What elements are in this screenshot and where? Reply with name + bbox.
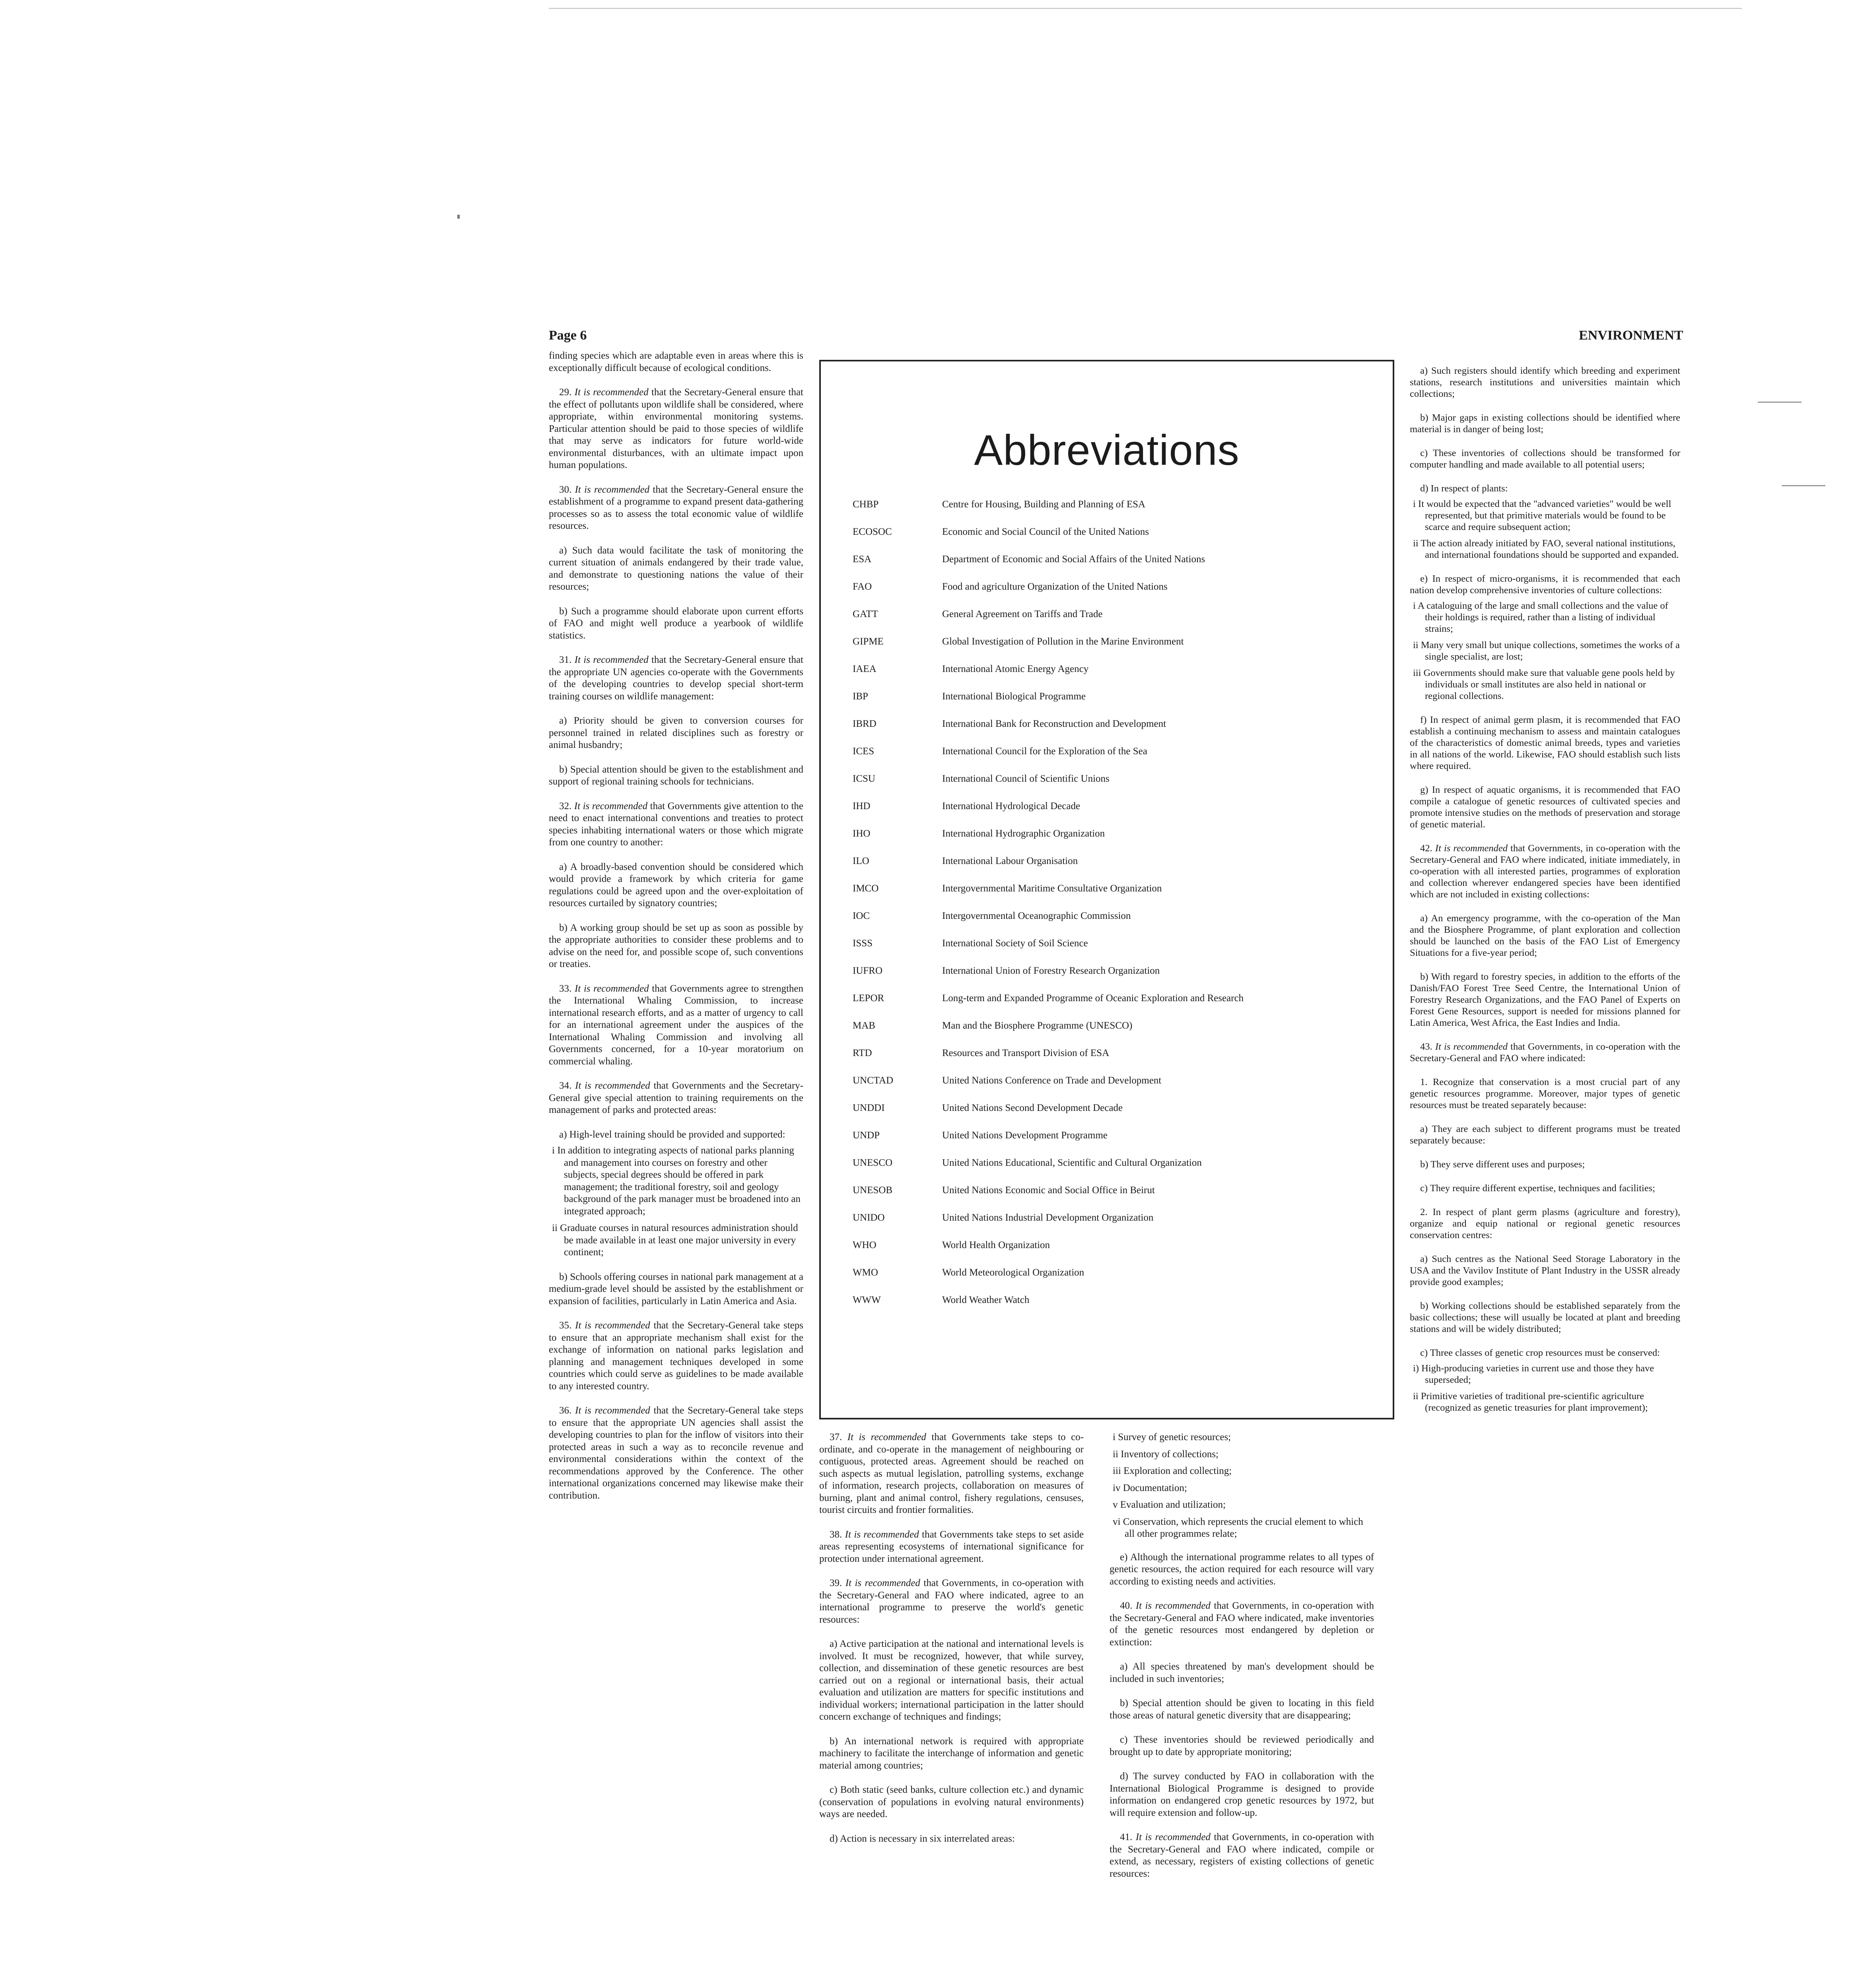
section-title: ENVIRONMENT [1579, 328, 1683, 343]
abbreviation-code: UNIDO [853, 1212, 885, 1223]
abbreviation-description: United Nations Conference on Trade and Development [942, 1075, 1162, 1086]
abbreviation-code: RTD [853, 1048, 872, 1058]
paragraph: a) Such data would facilitate the task of monitoring the current situation of animals endangered by their trade value, and demonstrate to questioning nations the value of their resources; [549, 545, 803, 592]
list-item: vi Conservation, which represents the crucial element to which all other programmes relate; [1113, 1516, 1363, 1539]
abbreviation-code: WWW [853, 1295, 881, 1305]
abbreviation-code: LEPOR [853, 993, 884, 1004]
abbreviation-code: IUFRO [853, 965, 883, 976]
abbreviation-description: Intergovernmental Maritime Consultative Organization [942, 883, 1162, 894]
abbreviation-code: UNDP [853, 1130, 880, 1141]
abbreviation-description: World Weather Watch [942, 1295, 1030, 1305]
list [1410, 1363, 1680, 1413]
abbreviation-code: ECOSOC [853, 526, 892, 537]
paragraph-29: 29. It is recommended that the Secretary-General ensure that the effect of pollutants upon wildlife shall be considered, where appropriate, within environmental monitoring systems. Particular attention should be paid to those species of wildlife that may serve as indicators for future world-wide environmental disturbances, with an ultimate impact upon human populations. [549, 387, 803, 470]
paragraph: b) Working collections should be established separately from the basic collections; these will usually be located at plant and breeding stations and will be widely distributed; [1410, 1301, 1680, 1334]
abbreviation-row [853, 1294, 1370, 1322]
paragraph: f) In respect of animal germ plasm, it is recommended that FAO establish a continuing mechanism to assess and maintain catalogues of the characteristics of domestic animal breeds, types and varieties in all nations of the world. Likewise, FAO should establish such lists where required. [1410, 714, 1680, 771]
abbreviation-row [853, 526, 1370, 553]
abbreviation-row [853, 1130, 1370, 1157]
paragraph-33: 33. It is recommended that Governments agree to strengthen the International Whaling Commission, to increase international research efforts, and as a matter of urgency to call for an international agreement under the auspices of the International Whaling Commission and involving all Governments concerned, for a 10-year moratorium on commercial whaling. [549, 983, 803, 1067]
abbreviation-row [853, 608, 1370, 636]
abbreviation-description: International Bank for Reconstruction and Development [942, 718, 1166, 729]
list-item: ii Many very small but unique collections, sometimes the works of a single specialist, are lost; [1413, 640, 1680, 662]
paragraph: c) Both static (seed banks, culture collection etc.) and dynamic (conservation of populations in evolving natural environments) ways are needed. [819, 1784, 1084, 1819]
list-item: ii Primitive varieties of traditional pre-scientific agriculture (recognized as genetic treasuries for plant improvement); [1413, 1391, 1648, 1413]
scan-speck [1782, 485, 1825, 486]
paragraph-32: 32. It is recommended that Governments give attention to the need to enact international conventions and treaties to protect species inhabiting international waters or those which migrate from one country to another: [549, 800, 804, 848]
abbreviation-description: Global Investigation of Pollution in the Marine Environment [942, 636, 1184, 647]
paragraph: b) They serve different uses and purposes; [1420, 1159, 1585, 1170]
scan-speck [457, 215, 460, 219]
abbreviation-code: ILO [853, 856, 869, 866]
abbreviation-row [853, 910, 1370, 938]
list-item: i) High-producing varieties in current use and those they have superseded; [1413, 1363, 1654, 1385]
abbreviation-code: IBRD [853, 718, 877, 729]
abbreviation-row [853, 553, 1370, 581]
paragraph: d) Action is necessary in six interrelated areas: [830, 1833, 1015, 1844]
paragraph: c) These inventories should be reviewed periodically and brought up to date by appropriate monitoring; [1110, 1734, 1374, 1757]
paragraph: b) An international network is required with appropriate machinery to facilitate the interchange of information and genetic material among countries; [819, 1736, 1084, 1771]
abbreviation-row [853, 773, 1370, 800]
abbreviation-code: IHD [853, 801, 871, 812]
abbreviation-code: IOC [853, 911, 870, 921]
abbreviation-row [853, 1047, 1370, 1075]
abbreviation-code: IAEA [853, 664, 877, 674]
list-item: ii The action already initiated by FAO, several national institutions, and international foundations should be supported and expanded. [1413, 538, 1679, 560]
paragraph: c) These inventories of collections should be transformed for computer handling and made available to all potential users; [1410, 448, 1680, 470]
abbreviation-description: World Meteorological Organization [942, 1267, 1084, 1278]
abbreviation-description: Man and the Biosphere Programme (UNESCO) [942, 1020, 1133, 1031]
abbreviations-box [819, 360, 1394, 1419]
abbreviation-row [853, 855, 1370, 883]
abbreviation-code: WHO [853, 1240, 877, 1250]
paragraph-30: 30. It is recommended that the Secretary-General ensure the establishment of a programme to expand present data-gathering processes so as to assess the total economic value of wildlife resources. [549, 484, 803, 531]
paragraph-39: 39. It is recommended that Governments, in co-operation with the Secretary-General and FAO where indicated, agree to an international programme to preserve the world's genetic resources: [819, 1578, 1084, 1625]
paragraph: e) Although the international programme relates to all types of genetic resources, the action required for each resource will vary according to existing needs and activities. [1110, 1551, 1374, 1587]
scan-edge-line [549, 8, 1742, 9]
abbreviation-code: FAO [853, 581, 872, 592]
list-item: i In addition to integrating aspects of national parks planning and management into courses on forestry and other subjects, special degrees should be offered in park management; the traditional forestry, soil and geology background of the park manager must be broadened into an integrated approach; [552, 1145, 801, 1217]
list-item: i Survey of genetic resources; [1113, 1432, 1231, 1442]
abbreviation-row [853, 828, 1370, 855]
abbreviation-code: ISSS [853, 938, 873, 949]
column-3 [1110, 1431, 1374, 1892]
abbreviation-description: United Nations Industrial Development Organization [942, 1212, 1154, 1223]
abbreviation-row [853, 1212, 1370, 1239]
abbreviation-row [853, 965, 1370, 992]
abbreviation-row [853, 883, 1370, 910]
paragraph-37: 37. It is recommended that Governments take steps to co-ordinate, and co-operate in the management of neighbouring or contiguous, protected areas. Agreement should be reached on such aspects as mutual legislation, patrolling systems, exchange of information, research projects, collaboration on measures of burning, plant and animal control, fishery regulations, censuses, tourist circuits and frontier formalities. [819, 1432, 1084, 1515]
column-4 [1410, 365, 1680, 1426]
abbreviation-description: Department of Economic and Social Affairs of the United Nations [942, 554, 1205, 565]
abbreviation-description: Resources and Transport Division of ESA [942, 1048, 1110, 1058]
paragraph: b) With regard to forestry species, in addition to the efforts of the Danish/FAO Forest Tree Seed Centre, the International Union of Forestry Research Organizations, and the FAO Panel of Experts on Forest Gene Resources, support is needed for missions planned for Latin America, West Africa, the East Indies and India. [1410, 971, 1680, 1028]
column-2 [819, 1431, 1084, 1857]
abbreviation-row [853, 938, 1370, 965]
paragraph: a) An emergency programme, with the co-operation of the Man and the Biosphere Programme, of plant exploration and collection should be launched on the basis of the FAO List of Emergency Situations for a five-year period; [1410, 913, 1680, 958]
paragraph: b) Special attention should be given to the establishment and support of regional training schools for technicians. [549, 764, 803, 787]
abbreviation-row [853, 636, 1370, 663]
abbreviations-table [853, 499, 1370, 1322]
abbreviation-code: ESA [853, 554, 872, 565]
paragraph: a) All species threatened by man's development should be included in such inventories; [1110, 1661, 1374, 1684]
list-item: iv Documentation; [1113, 1482, 1187, 1493]
abbreviation-description: Food and agriculture Organization of the United Nations [942, 581, 1168, 592]
column-1 [549, 350, 803, 1514]
paragraph-38: 38. It is recommended that Governments take steps to set aside areas representing ecosystems of international significance for protection under international agreement. [819, 1529, 1084, 1564]
paragraph: 2. In respect of plant germ plasms (agriculture and forestry), organize and equip national or regional genetic resources conservation centres: [1410, 1207, 1680, 1241]
abbreviation-description: International Society of Soil Science [942, 938, 1088, 949]
paragraph-36: 36. It is recommended that the Secretary-General take steps to ensure that the appropriate UN agencies shall assist the developing countries to plan for the inflow of visitors into their protected areas in such a way as to reconcile revenue and environmental considerations within the context of the recommendations approved by the Conference. The other international organizations concerned may likewise make their contribution. [549, 1405, 803, 1501]
paragraph: a) They are each subject to different programs must be treated separately because: [1410, 1124, 1680, 1146]
abbreviation-row [853, 1102, 1370, 1130]
abbreviation-code: GATT [853, 609, 878, 619]
abbreviation-code: ICSU [853, 773, 875, 784]
abbreviation-code: UNCTAD [853, 1075, 894, 1086]
list [549, 1145, 803, 1259]
list-item: v Evaluation and utilization; [1113, 1499, 1226, 1510]
abbreviation-code: IBP [853, 691, 868, 702]
abbreviation-description: International Council for the Exploration of the Sea [942, 746, 1147, 757]
paragraph: finding species which are adaptable even in areas where this is exceptionally difficult because of ecological conditions. [549, 350, 803, 373]
list-item: iii Exploration and collecting; [1113, 1466, 1232, 1476]
paragraph: d) In respect of plants: [1420, 483, 1508, 494]
abbreviation-code: UNESOB [853, 1185, 893, 1196]
abbreviation-code: MAB [853, 1020, 875, 1031]
abbreviation-description: Centre for Housing, Building and Planning of ESA [942, 499, 1146, 510]
page-number: Page 6 [549, 328, 587, 343]
abbreviation-description: International Council of Scientific Unions [942, 773, 1110, 784]
abbreviation-description: United Nations Educational, Scientific and Cultural Organization [942, 1157, 1202, 1168]
abbreviation-row [853, 746, 1370, 773]
list-item: iii Governments should make sure that valuable gene pools held by individuals or small institutes are also held in national or regional collections. [1413, 668, 1675, 701]
paragraph-35: 35. It is recommended that the Secretary-General take steps to ensure that an appropriate mechanism shall exist for the exchange of information on national parks legislation and planning and management techniques developed in some countries which could serve as guidelines to be made available to any interested country. [549, 1320, 803, 1392]
list [1110, 1431, 1374, 1540]
list-item: i A cataloguing of the large and small collections and the value of their holdings is required, rather than a listing of individual strains; [1413, 600, 1668, 634]
abbreviation-row [853, 1184, 1370, 1212]
abbreviation-row [853, 1020, 1370, 1047]
abbreviation-code: GIPME [853, 636, 884, 647]
paragraph: b) Schools offering courses in national park management at a medium-grade level should be assisted by the establishment or expansion of facilities, particularly in Latin America and Asia. [549, 1271, 803, 1307]
paragraph-41: 41. It is recommended that Governments, in co-operation with the Secretary-General and FAO where indicated, compile or extend, as necessary, registers of existing collections of genetic resources: [1110, 1832, 1374, 1879]
abbreviation-row [853, 499, 1370, 526]
paragraph-42: 42. It is recommended that Governments, in co-operation with the Secretary-General and FAO where indicated, initiate immediately, in co-operation with all interested parties, programmes of exploration and collection wherever endangered species have been identified which are not included in existing collections: [1410, 843, 1681, 900]
paragraph: b) Special attention should be given to locating in this field those areas of natural genetic diversity that are disappearing; [1110, 1698, 1374, 1721]
abbreviation-description: General Agreement on Tariffs and Trade [942, 609, 1103, 619]
paragraph: a) Priority should be given to conversion courses for personnel trained in related disciplines such as forestry or animal husbandry; [549, 715, 803, 750]
abbreviation-code: IHO [853, 828, 871, 839]
paragraph: a) High-level training should be provided and supported: [559, 1129, 785, 1140]
abbreviation-row [853, 663, 1370, 691]
abbreviations-title: Abbreviations [974, 426, 1240, 474]
abbreviation-row [853, 1239, 1370, 1267]
abbreviation-code: IMCO [853, 883, 879, 894]
abbreviation-description: International Atomic Energy Agency [942, 664, 1089, 674]
abbreviation-row [853, 1267, 1370, 1294]
paragraph: d) The survey conducted by FAO in collaboration with the International Biological Programme is designed to provide information on endangered crop genetic resources by 1972, but will require extension and follow-up. [1110, 1771, 1374, 1818]
paragraph: 1. Recognize that conservation is a most crucial part of any genetic resources programme. Moreover, major types of genetic resources must be treated separately because: [1410, 1077, 1680, 1110]
paragraph-31: 31. It is recommended that the Secretary-General ensure that the appropriate UN agencies co-operate with the Governments of the developing countries to develop special short-term training courses on wildlife management: [549, 654, 803, 702]
abbreviation-row [853, 691, 1370, 718]
abbreviation-row [853, 800, 1370, 828]
abbreviation-code: UNDDI [853, 1103, 885, 1113]
abbreviation-description: International Labour Organisation [942, 856, 1078, 866]
paragraph: c) They require different expertise, techniques and facilities; [1420, 1183, 1655, 1194]
abbreviation-description: International Union of Forestry Research Organization [942, 965, 1160, 976]
paragraph: a) Such centres as the National Seed Storage Laboratory in the USA and the Vavilov Institute of Plant Industry in the USSR already provide good examples; [1410, 1254, 1680, 1287]
paragraph-40: 40. It is recommended that Governments, in co-operation with the Secretary-General and FAO where indicated, make inventories of the genetic resources most endangered by depletion or extinction: [1110, 1600, 1374, 1648]
paragraph-43: 43. It is recommended that Governments, in co-operation with the Secretary-General and FAO where indicated: [1410, 1041, 1681, 1064]
abbreviation-description: Economic and Social Council of the United Nations [942, 526, 1149, 537]
abbreviation-code: UNESCO [853, 1157, 893, 1168]
abbreviation-row [853, 718, 1370, 746]
paragraph: a) A broadly-based convention should be considered which would provide a framework by which criteria for game regulations could be agreed upon and the over-exploitation of resources curtailed by signatory countries; [549, 861, 803, 909]
abbreviation-row [853, 581, 1370, 608]
abbreviation-description: International Hydrographic Organization [942, 828, 1105, 839]
abbreviation-description: United Nations Economic and Social Office in Beirut [942, 1185, 1155, 1196]
abbreviation-code: WMO [853, 1267, 878, 1278]
paragraph: b) A working group should be set up as soon as possible by the appropriate authorities to consider these problems and to advise on the need for, and possible scope of, such conventions or treaties. [549, 922, 803, 969]
abbreviation-row [853, 1075, 1370, 1102]
paragraph-34: 34. It is recommended that Governments and the Secretary-General give special attention to training requirements on the management of parks and protected areas: [549, 1080, 803, 1115]
abbreviation-description: World Health Organization [942, 1240, 1050, 1250]
paragraph: a) Such registers should identify which breeding and experiment stations, research institutions and universities maintain which collections; [1410, 365, 1680, 399]
paragraph: b) Such a programme should elaborate upon current efforts of FAO and might well produce a yearbook of wildlife statistics. [549, 606, 803, 641]
paragraph: g) In respect of aquatic organisms, it is recommended that FAO compile a catalogue of genetic resources of cultivated species and promote intensive studies on the methods of preservation and storage of genetic material. [1410, 784, 1680, 830]
paragraph: a) Active participation at the national and international levels is involved. It must be recognized, however, that while survey, collection, and dissemination of these genetic resources are best carried out on a regional or international basis, their actual evaluation and utilization are matters for specific institutions and individual workers; international participation in the latter should concern exchange of techniques and findings; [819, 1639, 1084, 1722]
scan-speck [1758, 402, 1802, 403]
list-item: i It would be expected that the "advanced varieties" would be well represented, but that primitive materials would be found to be scarce and require subsequent action; [1413, 499, 1671, 532]
list-item: ii Inventory of collections; [1113, 1448, 1219, 1460]
list [1410, 498, 1680, 561]
abbreviation-description: United Nations Second Development Decade [942, 1103, 1123, 1113]
abbreviation-row [853, 992, 1370, 1020]
abbreviation-code: ICES [853, 746, 875, 757]
abbreviation-description: International Hydrological Decade [942, 801, 1081, 812]
list [1410, 600, 1680, 702]
abbreviation-code: CHBP [853, 499, 879, 510]
abbreviation-description: Intergovernmental Oceanographic Commission [942, 911, 1131, 921]
abbreviation-description: Long-term and Expanded Programme of Oceanic Exploration and Research [942, 993, 1244, 1004]
paragraph: b) Major gaps in existing collections should be identified where material is in danger of being lost; [1410, 412, 1680, 435]
abbreviation-description: United Nations Development Programme [942, 1130, 1108, 1141]
abbreviation-row [853, 1157, 1370, 1184]
paragraph: c) Three classes of genetic crop resources must be conserved: [1420, 1347, 1660, 1358]
abbreviation-description: International Biological Programme [942, 691, 1086, 702]
list-item: ii Graduate courses in natural resources administration should be made available in at least one major university in every continent; [552, 1223, 798, 1258]
paragraph: e) In respect of micro-organisms, it is recommended that each nation develop comprehensive inventories of culture collections: [1410, 573, 1680, 596]
